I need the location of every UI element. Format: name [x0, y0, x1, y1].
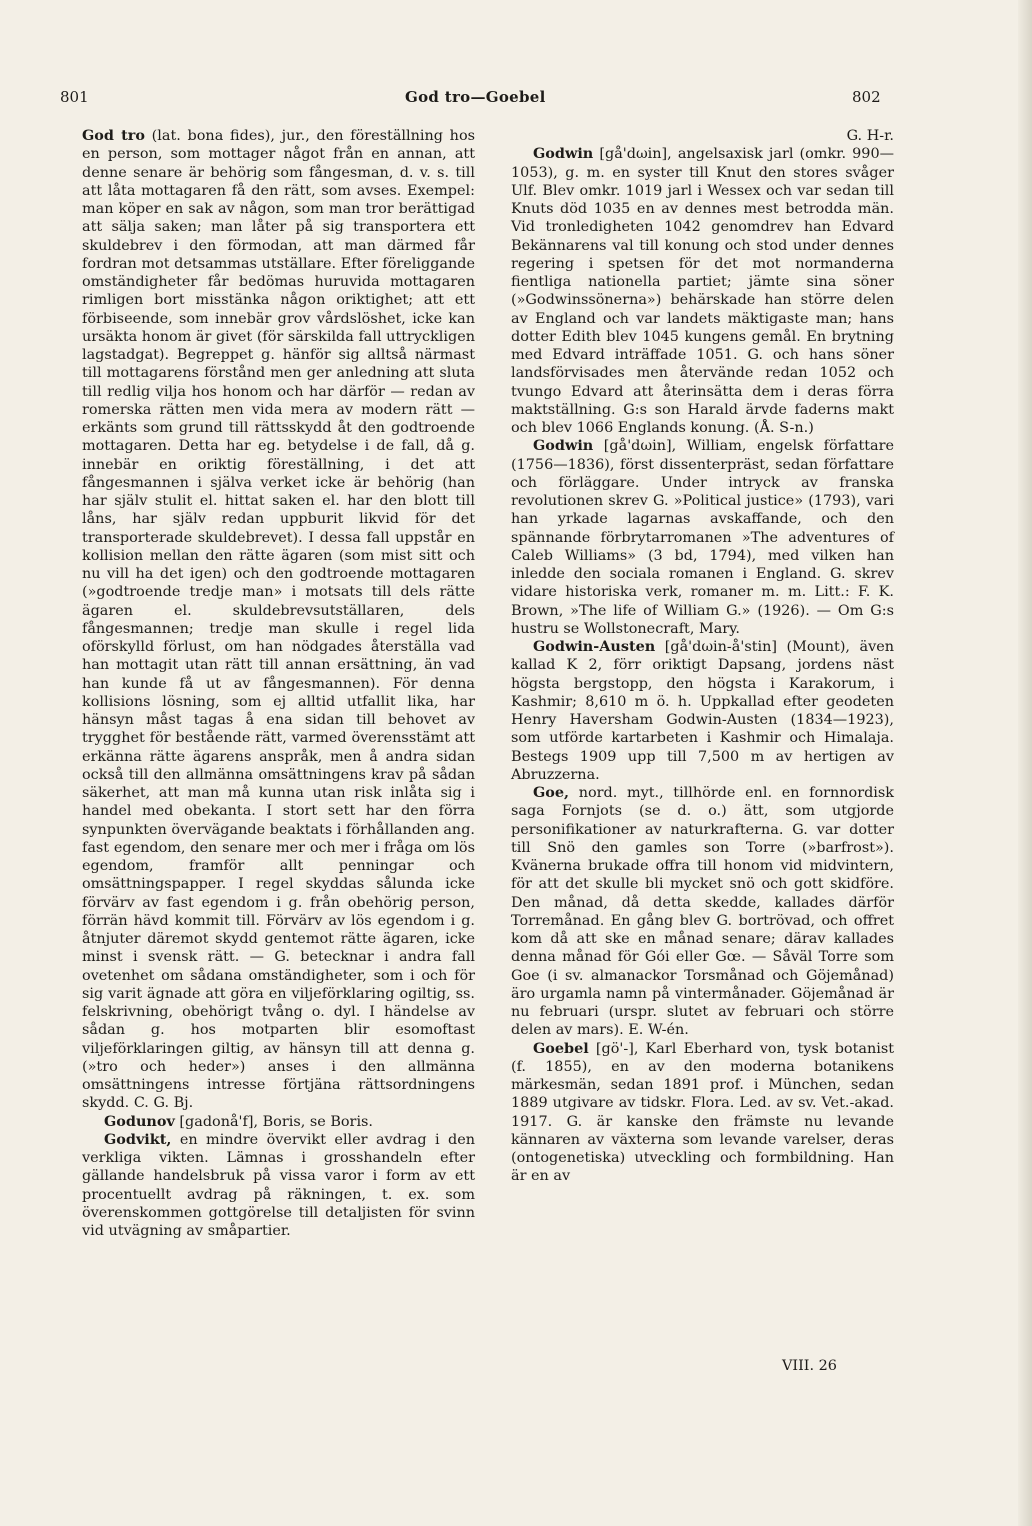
entry-text: [gadonå'f], Boris, se Boris. — [174, 1113, 374, 1130]
headword: God tro — [82, 127, 145, 144]
signature: C. G. Bj. — [133, 1095, 194, 1112]
left-column — [82, 127, 475, 1240]
entry-godunov — [82, 1113, 475, 1131]
entry-text: [gå'dωin], angelsaxisk jarl (omkr. 990—1053), g. m. en syster till Knut den stores svåger Ulf. Blev omkr. 1019 jarl i Wessex och var sedan till Knuts död 1035 en av dennes mest betrodda män. Vid tronledigheten 1042 genomdrev han Edvard Bekännarens val till konung och stod under dennes regering i spetsen för det mot normanderna fientliga nationella partiet; jämte sina söner (»Godwinssönerna») behärskade han större delen av England och var landets mäktigaste man; hans dotter Edith blev 1045 kungens gemål. En brytning med Edvard inträffade 1051. G. och hans söner landsförvisades men återvände redan 1052 och tvungo Edvard att återinsätta dem i deras förra maktställning. G:s son Harald ärvde faderns makt och blev 1066 Englands konung. — [511, 146, 894, 436]
page-edge — [1018, 0, 1032, 1526]
entry-goebel — [511, 1040, 894, 1186]
signature: (Å. S-n.) — [753, 420, 814, 436]
signature: G. H-r. — [846, 128, 894, 144]
entry-text: [gå'dωin-å'stin] (Mount), även kallad K 2, förr oriktigt Dapsang, jordens näst högsta bergstopp, den högsta i Karakorum, i Kashmir; 8,610 m ö. h. Uppkallad efter geodeten Henry Haversham Godwin-Austen (1834—1923), som utförde kartarbeten i Kashmir och Himalaja. Bestegs 1909 upp till 7,500 m av hertigen av Abruzzerna. — [511, 639, 894, 783]
entry-godwin-william — [511, 437, 894, 638]
headword: Godwin — [533, 437, 594, 455]
entry-godvikt-continued — [511, 127, 894, 145]
volume-signature-mark: VIII. 26 — [782, 1358, 837, 1374]
headword: Godvikt, — [104, 1130, 172, 1148]
headword: Godunov — [104, 1112, 175, 1130]
headword: Godwin-Austen — [533, 638, 656, 655]
right-page-number: 802 — [852, 88, 881, 106]
entry-godvikt — [82, 1131, 475, 1241]
entry-godwin-austen — [511, 638, 894, 784]
entry-text: (lat. bona fides), jur., den föreställning hos en person, som mottager något från en annan, att denne senare är behörig som fångesman, d. v. s. till att låta mottagaren få den rätt, som avses. Exempel: man köper en sak av någon, som man tror berättigad att sälja saken; man låter på sig transportera ett skuldebrev i den förmodan, att man därmed får fordran mot detsammas utställare. Efter föreliggande omständigheter får bedömas huruvida mottagaren rimligen bort misstänka någon oriktighet; att ett förbiseende, som innebär grov vårdslöshet, icke kan ursäkta honom är givet (för särskilda fall uttryckligen lagstadgat). Begreppet g. hänför sig alltså närmast till mottagarens förstånd men ger anledning att sluta till redlig vilja hos honom och har därför — redan av romerska rätten men vida mera av modern rätt — erkänts som grund till rättsskydd åt den godtroende mottagaren. Detta har eg. betydelse i de fall, då g. innebär en oriktig föreställning, i det att fångesmannen i själva verket icke är behörig (han har själv stulit el. hittat saken el. har den blott till låns, har själv redan uppburit likvid för det transporterade skuldebrevet). I dessa fall uppstår en kollision mellan den rätte ägaren (som mist sitt och nu vill ha det igen) och den godtroende mottagaren (»godtroende tredje man» i motsats till dels rätte ägaren el. skuldebrevsutställaren, dels fångesmannen; tredje man skulle i regel lida oförskylld förlust, om han nödgades återställa vad han mottagit utan rätt till annan ersättning, än vad han kunde få ut av fångesmannen). För denna kollisions lösning, som ej alltid utfallit lika, har hänsyn måst tagas å ena sidan till behovet av trygghet för bestående rätt, varmed överensstämt att erkänna rätte ägarens anspråk, men å andra sidan också till den allmänna omsättningens krav på sådan säkerhet, att man må kunna utan risk inlåta sig i handel med obekanta. I stort sett har den förra synpunkten övervägande beaktats i förhållanden ang. fast egendom, den senare mer och mer i fråga om lös egendom, framför allt penningar och omsättningspapper. I regel skyddas sålunda icke förvärv av fast egendom i g. från obehörig person, förrän hävd kommit till. Förvärv av lös egendom i g. åtnjuter däremot skydd gentemot rätte ägaren, icke minst i svensk rätt. — G. betecknar i andra fall ovetenhet om sådana omständigheter, som i och för sig varit ägnade att göra en viljeförklaring ogiltig, ss. felskrivning, obehörigt tvång o. dyl. I händelse av sådan g. hos motparten blir esomoftast viljeförklaringen giltig, av hänsyn till att denna g. (»tro och heder») anses i den allmänna omsättningens intresse förtjäna rättsordningens skydd. — [82, 128, 475, 1112]
left-page-number: 801 — [60, 88, 89, 106]
signature: E. W-én. — [628, 1022, 689, 1039]
headword: Godwin — [533, 145, 594, 163]
entry-text: [gö'-], Karl Eberhard von, tysk botanist (f. 1855), en av den moderna botanikens märkesmän, sedan 1891 prof. i München, sedan 1889 utgivare av tidskr. Flora. Led. av sv. Vet.-akad. 1917. G. är kanske den främste nu levande kännaren av växterna som levande varelser, deras (ontogenetiska) utveckling och formbildning. Han är en av — [511, 1040, 894, 1185]
entry-goe — [511, 784, 894, 1040]
running-title: God tro—Goebel — [405, 88, 546, 106]
entry-godwin-jarl — [511, 145, 894, 437]
headword: Goebel — [533, 1039, 589, 1057]
right-column — [511, 127, 894, 1186]
entry-text: [gå'dωin], William, engelsk författare (1756—1836), först dissenterpräst, sedan författare och förläggare. Under intryck av franska revolutionen skrev G. »Political justice» (1793), vari han yrkade lagarnas avskaffande, och den spännande förbrytarromanen »The adventures of Caleb Williams» (3 bd, 1794), med vilken han inledde den sociala romanen i England. G. skrev vidare historiska verk, romaner m. m. Litt.: F. K. Brown, »The life of William G.» (1926). — Om G:s hustru se Wollstonecraft, Mary. — [511, 438, 894, 637]
entry-text: nord. myt., tillhörde enl. en fornnordisk saga Fornjots (se d. o.) ätt, som utgjorde personifikationer av naturkrafterna. G. var dotter till Snö den gamles son Torre (»barfrost»). Kvänerna brukade offra till honom vid midvintern, för att det skulle bli mycket snö och gott skidföre. Den månad, då detta skedde, kallades därför Torremånad. En gång blev G. bortrövad, och offret kom då att ske en månad senare; därav kallades denna månad för Gói eller Gœ. — Såväl Torre som Goe (i sv. almanackor Torsmånad och Göjemånad) äro urgamla namn på vintermånader. Göjemånad är nu februari (urspr. slutet av februari och större delen av mars). — [511, 785, 894, 1039]
entry-text: en mindre övervikt eller avdrag i den verkliga vikten. Lämnas i grosshandeln efter gällande handelsbruk på vissa varor i form av ett procentuellt avdrag på räkningen, t. ex. som överenskommen gottgörelse till detaljisten för svinn vid utvägning av småpartier. — [82, 1131, 475, 1239]
headword: Goe, — [533, 784, 570, 801]
entry-god-tro — [82, 127, 475, 1113]
